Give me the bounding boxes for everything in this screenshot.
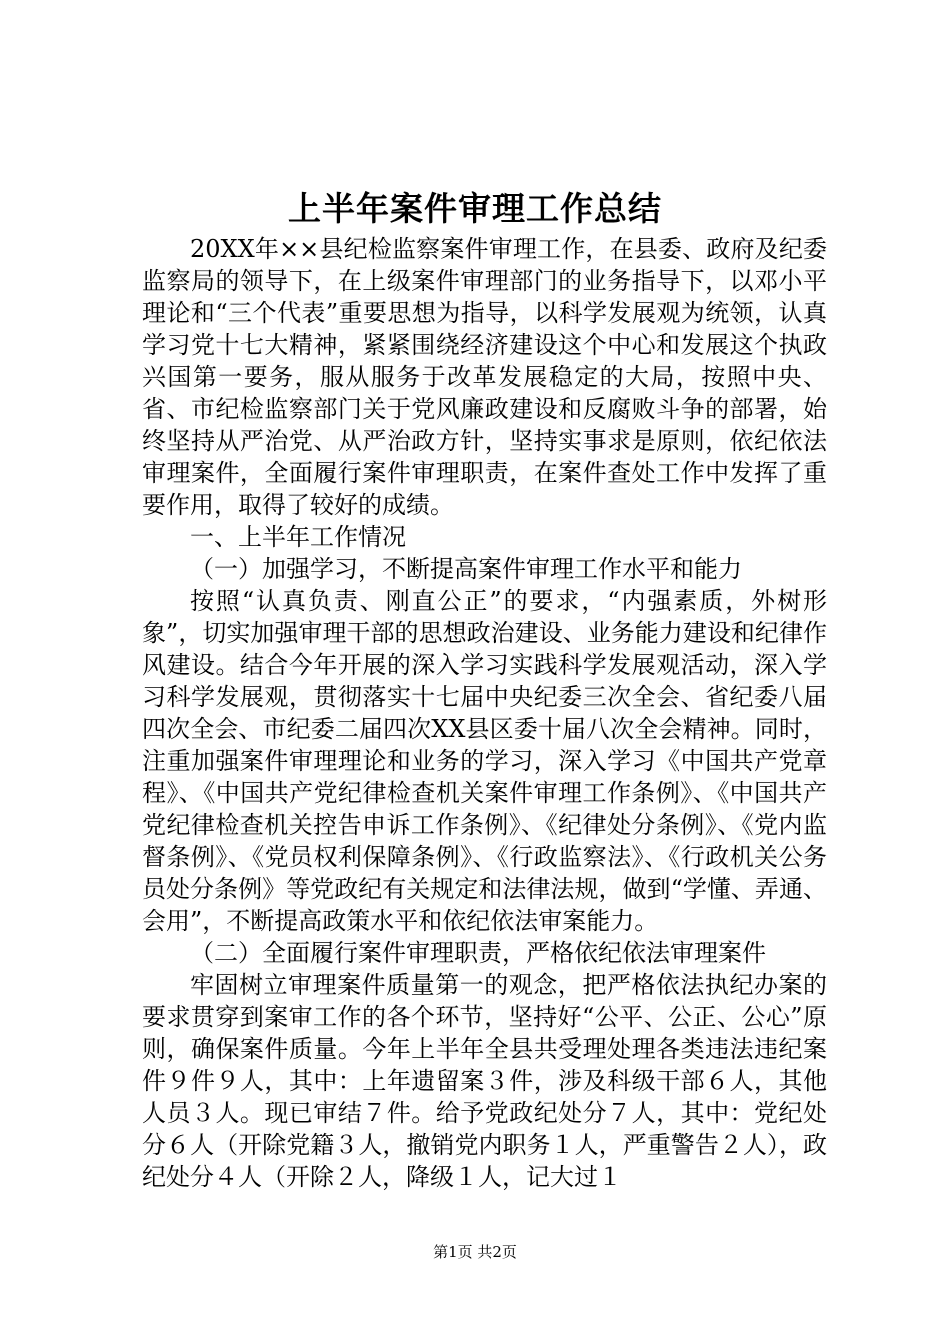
- section-heading-1: 一、上半年工作情况: [190, 523, 406, 551]
- subsection-heading-2: （二）全面履行案件审理职责，严格依纪依法审理案件: [190, 939, 766, 967]
- subsection-heading-1: （一）加强学习，不断提高案件审理工作水平和能力: [190, 555, 742, 583]
- page-title: 上半年案件审理工作总结: [288, 189, 662, 228]
- subsection-paragraph-1: 按照“认真负责、刚直公正”的要求，“内强素质，外树形象”，切实加强审理干部的思想政治建设、业务能力建设和纪律作风建设。结合今年开展的深入学习实践科学发展观活动，深入学习科学发展观，贯彻落实十七届中央纪委三次全会、省纪委八届四次全会、市纪委二届四次XX县区委十届八次全会精神。同时，注重加强案件审理理论和业务的学习，深入学习《中国共产党章程》、《中国共产党纪律检查机关案件审理工作条例》、《中国共产党纪律检查机关控告申诉工作条例》、《纪律处分条例》、《党内监督条例》、《党员权利保障条例》、《行政监察法》、《行政机关公务员处分条例》等党政纪有关规定和法律法规，做到“学懂、弄通、会用”，不断提高政策水平和依纪依法审案能力。: [142, 587, 827, 935]
- subsection-paragraph-2: 牢固树立审理案件质量第一的观念，把严格依法执纪办案的要求贯穿到案审工作的各个环节，坚持好“公平、公正、公心”原则，确保案件质量。今年上半年全县共受理处理各类违法违纪案件９件９人，其中：上年遗留案３件，涉及科级干部６人，其他人员３人。现已审结７件。给予党政纪处分７人，其中：党纪处分６人（开除党籍３人，撤销党内职务１人，严重警告２人），政纪处分４人（开除２人，降级１人，记大过１: [142, 971, 827, 1191]
- intro-paragraph: 20XX年××县纪检监察案件审理工作，在县委、政府及纪委监察局的领导下，在上级案件审理部门的业务指导下，以邓小平理论和“三个代表”重要思想为指导，以科学发展观为统领，认真学习党十七大精神，紧紧围绕经济建设这个中心和发展这个执政兴国第一要务，服从服务于改革发展稳定的大局，按照中央、省、市纪检监察部门关于党风廉政建设和反腐败斗争的部署，始终坚持从严治党、从严治政方针，坚持实事求是原则，依纪依法审理案件，全面履行案件审理职责，在案件查处工作中发挥了重要作用，取得了较好的成绩。: [142, 235, 827, 519]
- page-footer: 第1页 共2页: [433, 1243, 517, 1261]
- document-body: [142, 233, 827, 1193]
